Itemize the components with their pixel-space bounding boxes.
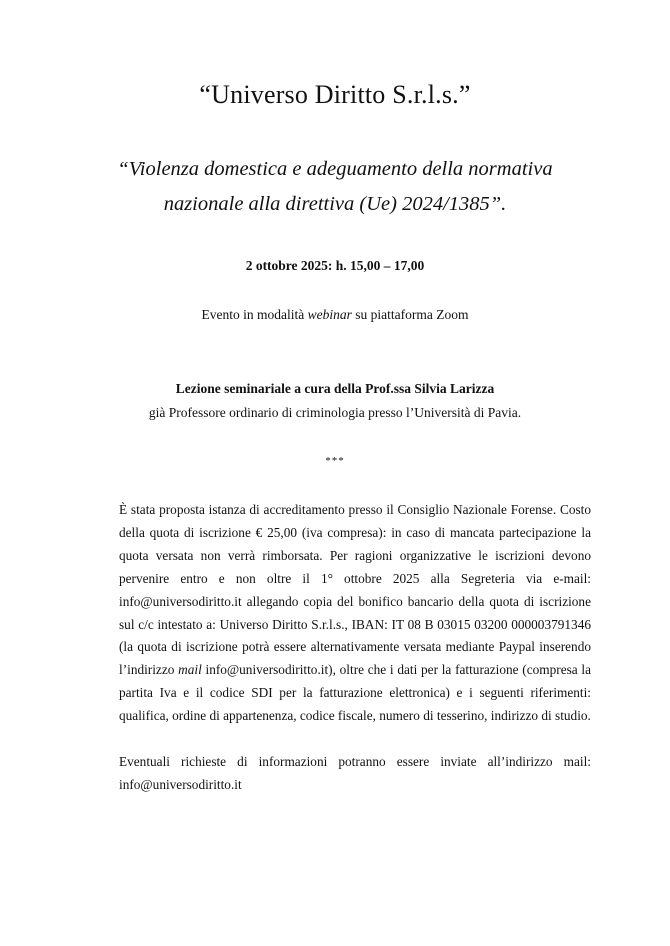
registration-text-part1: È stata proposta istanza di accreditamento presso il Consiglio Nazionale Forense. Costo della quota di iscrizione € 25,00 (iva compresa): in caso di mancata partecipazione la quota versata non verrà rimborsata. Per ragioni organizzative le iscrizioni devono pervenire entro e non oltre il 1° ottobre 2025 alla Segreteria via e-mail: info@universodiritto.it allegando copia del bonifico bancario della quota di iscrizione sul c/c intestato a: Universo Diritto S.r.l.s., IBAN: IT 08 B 03015 03200 000003791346 (la quota di iscrizione potrà essere alternativamente versata mediante Paypal inserendo l’indirizzo (119, 502, 591, 678)
lecturer-role: già Professore ordinario di criminologia presso l’Università di Pavia. (148, 405, 522, 420)
info-paragraph: Eventuali richieste di informazioni potranno essere inviate all’indirizzo mail: info@universodiritto.it (119, 754, 591, 792)
registration-text-emphasis: mail (178, 662, 202, 678)
event-mode (0, 307, 670, 323)
event-mode-after: su piattaforma Zoom (351, 307, 469, 322)
separator: *** (325, 455, 345, 467)
page-title: “Universo Diritto S.r.l.s.” (199, 80, 471, 109)
registration-paragraph (119, 499, 591, 728)
registration-text-part2: info@universodiritto.it), oltre che i dati per la fatturazione (compresa la partita Iva e il codice SDI per la fatturazione elettronica) e i seguenti riferimenti: qualifica, ordine di appartenenza, codice fiscale, numero di tesserino, indirizzo di studio. (119, 662, 591, 724)
event-mode-emphasis: webinar (307, 307, 352, 322)
event-subtitle: “Violenza domestica e adeguamento della normativa nazionale alla direttiva (Ue) 2024/1385”. (117, 158, 553, 215)
lecturer-name: Lezione seminariale a cura della Prof.ssa Silvia Larizza (175, 381, 495, 396)
event-date-time: 2 ottobre 2025: h. 15,00 – 17,00 (245, 258, 425, 273)
event-mode-before: Evento in modalità (201, 307, 308, 322)
